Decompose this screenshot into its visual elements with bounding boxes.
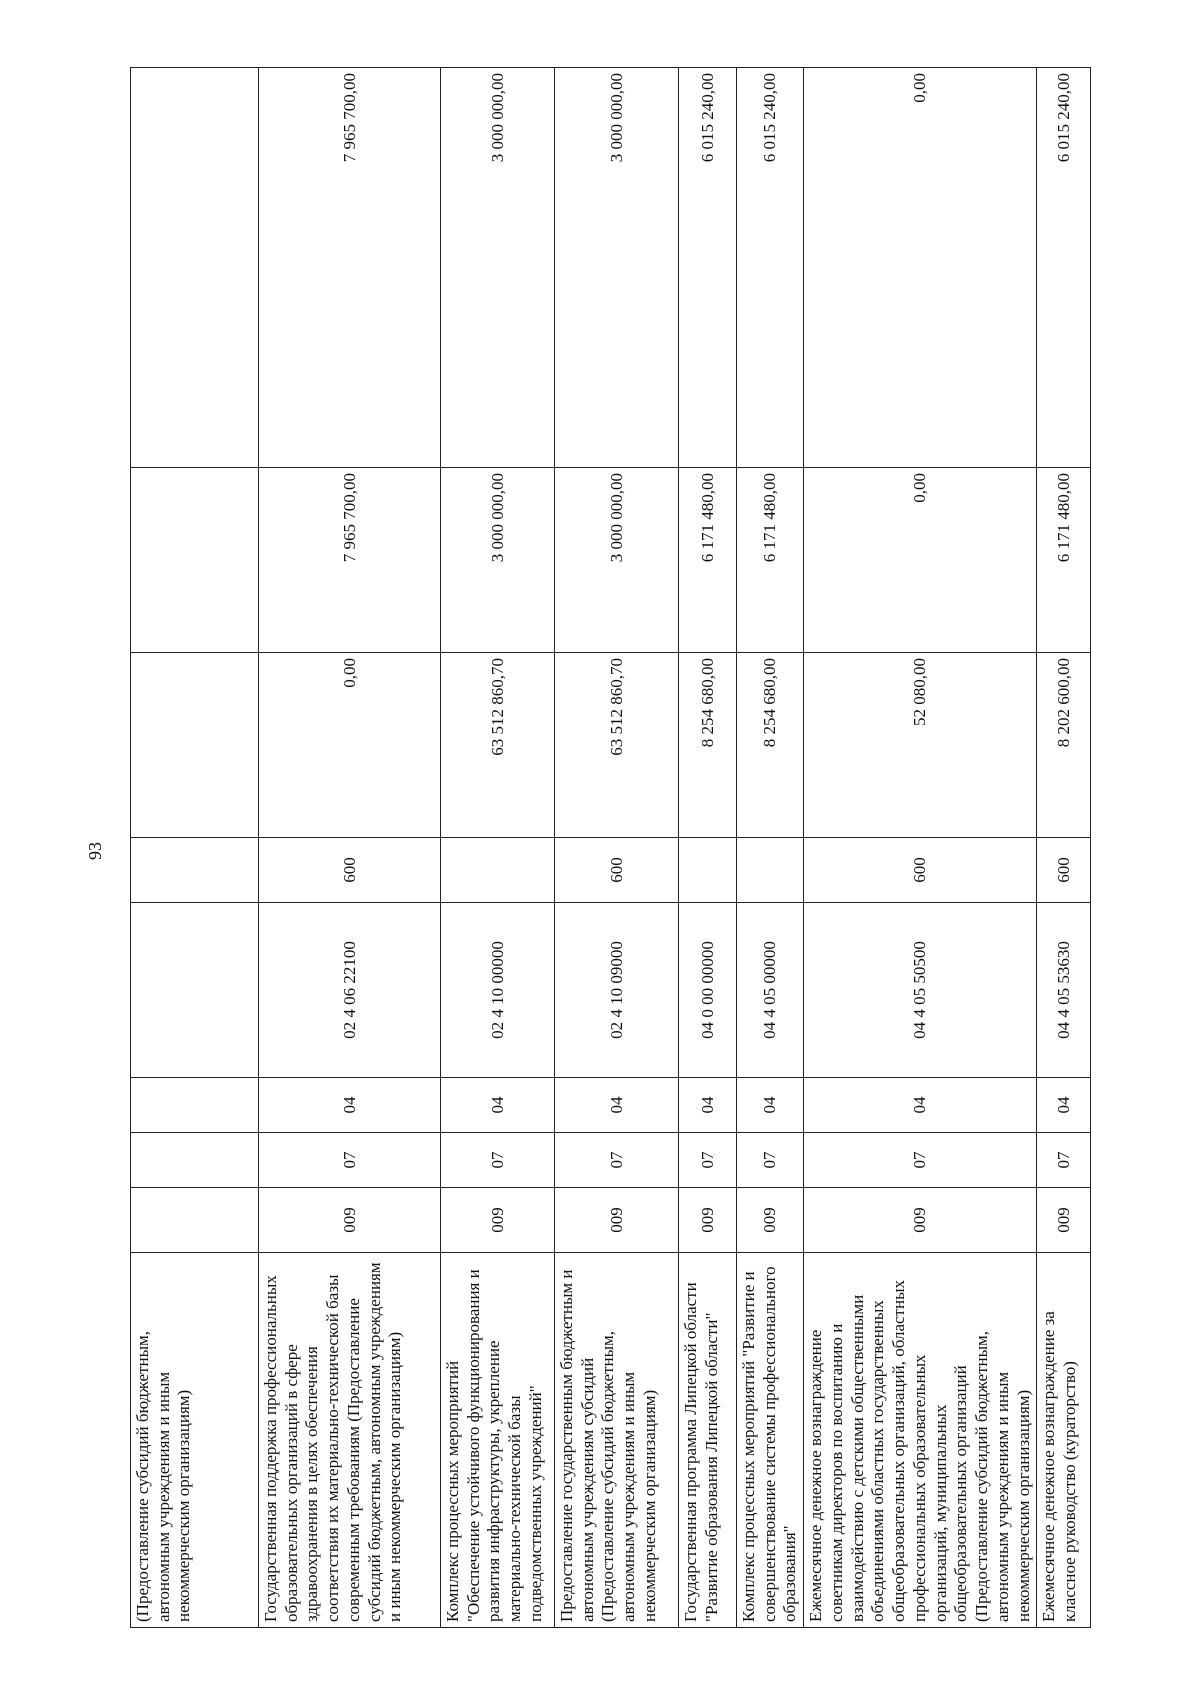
cell-sum-1: 52 080,00 [804, 653, 1037, 838]
table-row [555, 68, 679, 1628]
cell-ved: 009 [1037, 1188, 1091, 1253]
cell-rz: 07 [259, 1133, 441, 1188]
cell-csr: 04 4 05 00000 [737, 903, 804, 1078]
cell-pr: 04 [737, 1078, 804, 1133]
cell-sum-1 [131, 653, 259, 838]
table-row [737, 68, 804, 1628]
cell-pr: 04 [679, 1078, 737, 1133]
cell-csr: 02 4 10 09000 [555, 903, 679, 1078]
cell-rz: 07 [1037, 1133, 1091, 1188]
cell-sum-1: 8 202 600,00 [1037, 653, 1091, 838]
budget-table [130, 67, 1091, 1628]
cell-ved: 009 [737, 1188, 804, 1253]
cell-csr: 02 4 10 00000 [441, 903, 555, 1078]
cell-pr: 04 [441, 1078, 555, 1133]
cell-vr [131, 838, 259, 903]
cell-vr [441, 838, 555, 903]
cell-sum-3: 7 965 700,00 [259, 68, 441, 468]
table-row [259, 68, 441, 1628]
cell-ved: 009 [804, 1188, 1037, 1253]
cell-vr [679, 838, 737, 903]
cell-csr: 04 4 05 50500 [804, 903, 1037, 1078]
row-name: Государственная программа Липецкой области "Развитие образования Липецкой области" [679, 1253, 737, 1628]
table-row [1037, 68, 1091, 1628]
table-row [131, 68, 259, 1628]
cell-sum-3: 6 015 240,00 [1037, 68, 1091, 468]
cell-vr: 600 [804, 838, 1037, 903]
cell-sum-1: 8 254 680,00 [737, 653, 804, 838]
cell-csr [131, 903, 259, 1078]
cell-sum-2: 3 000 000,00 [441, 468, 555, 653]
row-name: Комплекс процессных мероприятий "Обеспечение устойчивого функционирования и развития инфраструктуры, укрепление материально-технической базы подведомственных учреждений" [441, 1253, 555, 1628]
cell-vr: 600 [555, 838, 679, 903]
cell-pr [131, 1078, 259, 1133]
table-row [679, 68, 737, 1628]
row-name: Комплекс процессных мероприятий "Развитие и совершенствование системы профессионального образования" [737, 1253, 804, 1628]
cell-sum-1: 63 512 860,70 [441, 653, 555, 838]
table-row [441, 68, 555, 1628]
cell-ved: 009 [259, 1188, 441, 1253]
cell-sum-2: 6 171 480,00 [737, 468, 804, 653]
cell-pr: 04 [555, 1078, 679, 1133]
cell-vr: 600 [259, 838, 441, 903]
cell-rz: 07 [737, 1133, 804, 1188]
cell-sum-2 [131, 468, 259, 653]
cell-sum-1: 0,00 [259, 653, 441, 838]
row-name: Ежемесячное денежное вознаграждение за классное руководство (кураторство) [1037, 1253, 1091, 1628]
cell-vr: 600 [1037, 838, 1091, 903]
cell-vr [737, 838, 804, 903]
table-row [804, 68, 1037, 1628]
cell-sum-3: 0,00 [804, 68, 1037, 468]
cell-sum-3: 3 000 000,00 [555, 68, 679, 468]
cell-sum-2: 7 965 700,00 [259, 468, 441, 653]
cell-pr: 04 [259, 1078, 441, 1133]
cell-csr: 04 0 00 00000 [679, 903, 737, 1078]
cell-ved [131, 1188, 259, 1253]
cell-sum-3: 6 015 240,00 [737, 68, 804, 468]
cell-sum-1: 8 254 680,00 [679, 653, 737, 838]
cell-sum-3 [131, 68, 259, 468]
cell-rz: 07 [555, 1133, 679, 1188]
cell-ved: 009 [441, 1188, 555, 1253]
cell-sum-1: 63 512 860,70 [555, 653, 679, 838]
cell-csr: 02 4 06 22100 [259, 903, 441, 1078]
row-name: Предоставление государственным бюджетным и автономным учреждениям субсидий (Предоставление субсидий бюджетным, автономным учреждениям и иным некоммерческим организациям) [555, 1253, 679, 1628]
budget-table-body [131, 68, 1091, 1628]
cell-sum-2: 6 171 480,00 [1037, 468, 1091, 653]
page-number: 93 [85, 842, 105, 860]
budget-table-container [130, 68, 1080, 1628]
cell-ved: 009 [555, 1188, 679, 1253]
cell-rz: 07 [441, 1133, 555, 1188]
cell-sum-3: 3 000 000,00 [441, 68, 555, 468]
row-name: Государственная поддержка профессиональных образовательных организаций в сфере здравоохранения в целях обеспечения соответствия их материально-технической базы современным требованиям (Предоставление субсидий бюджетным, автономным учреждениям и иным некоммерческим организациям) [259, 1253, 441, 1628]
cell-pr: 04 [1037, 1078, 1091, 1133]
cell-sum-3: 6 015 240,00 [679, 68, 737, 468]
cell-ved: 009 [679, 1188, 737, 1253]
row-name: Ежемесячное денежное вознаграждение советникам директоров по воспитанию и взаимодействию с детскими общественными объединениями областных государственных общеобразовательных организаций, областных профессиональных образовательных организаций, муниципальных общеобразовательных организаций (Предоставление субсидий бюджетным, автономным учреждениям и иным некоммерческим организациям) [804, 1253, 1037, 1628]
cell-sum-2: 6 171 480,00 [679, 468, 737, 653]
cell-sum-2: 3 000 000,00 [555, 468, 679, 653]
cell-pr: 04 [804, 1078, 1037, 1133]
cell-csr: 04 4 05 53630 [1037, 903, 1091, 1078]
cell-rz: 07 [679, 1133, 737, 1188]
cell-rz [131, 1133, 259, 1188]
cell-sum-2: 0,00 [804, 468, 1037, 653]
cell-rz: 07 [804, 1133, 1037, 1188]
row-name: (Предоставление субсидий бюджетным, автономным учреждениям и иным некоммерческим организациям) [131, 1253, 259, 1628]
